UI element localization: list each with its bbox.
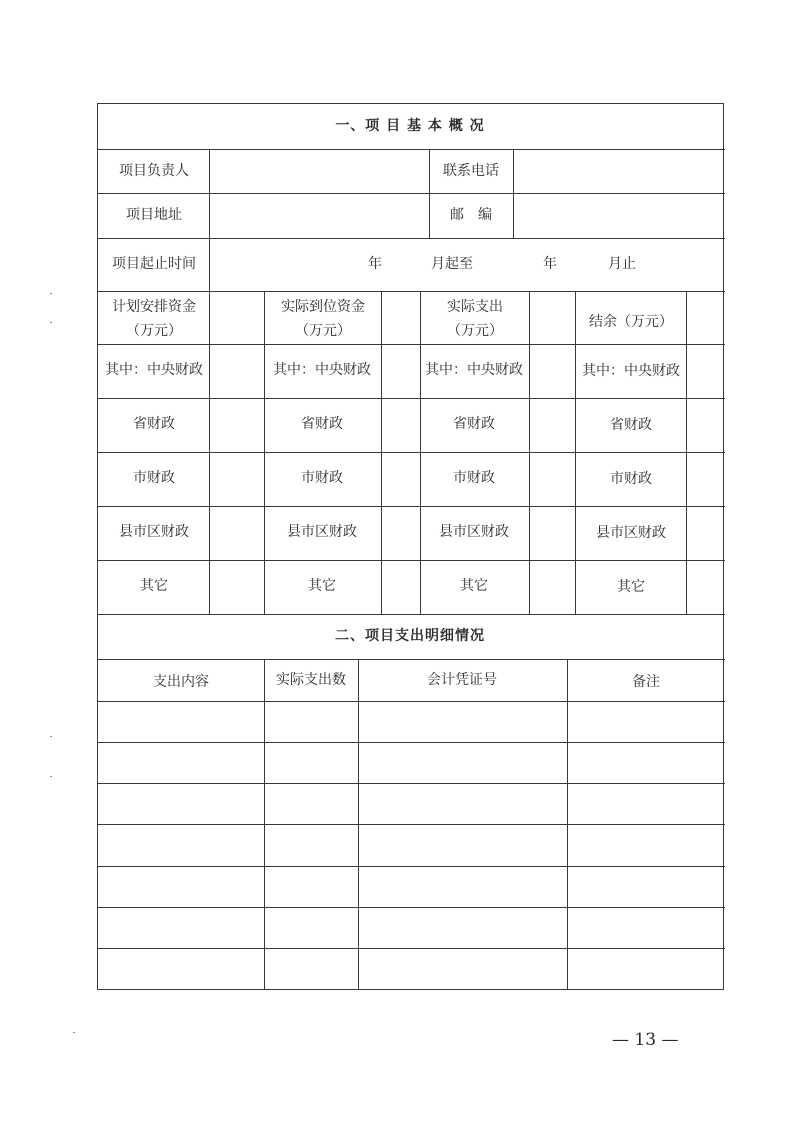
received-county-label: 县市区财政 <box>287 524 357 540</box>
voucher-number-header: 会计凭证号 <box>427 672 497 688</box>
period-label: 项目起止时间 <box>112 256 196 272</box>
col-divider <box>529 291 530 614</box>
col-divider <box>686 291 687 614</box>
address-label: 项目地址 <box>126 207 182 223</box>
row-divider <box>98 614 725 615</box>
row-divider <box>98 742 725 743</box>
postcode-field[interactable] <box>514 194 724 238</box>
balance-other-label: 其它 <box>617 579 645 595</box>
expense-content-header: 支出内容 <box>153 674 209 690</box>
balance-city-label: 市财政 <box>610 471 652 487</box>
scan-speck <box>73 1032 75 1033</box>
period-month-to: 月止 <box>608 256 636 272</box>
received-city-label: 市财政 <box>301 470 343 486</box>
row-divider <box>98 238 725 239</box>
project-leader-field[interactable] <box>210 150 429 193</box>
row-divider <box>98 907 725 908</box>
received-province-label: 省财政 <box>301 416 343 432</box>
row-divider <box>98 659 725 660</box>
row-divider <box>98 506 725 507</box>
postcode-label: 邮 编 <box>450 207 492 223</box>
balance-province-label: 省财政 <box>610 417 652 433</box>
period-year-start: 年 <box>368 256 382 272</box>
planned-central-label: 其中：中央财政 <box>105 362 203 378</box>
col-divider <box>567 659 568 990</box>
section2-title: 二、项目支出明细情况 <box>335 628 485 644</box>
scan-speck <box>50 776 52 777</box>
received-funds-header: 实际到位资金 <box>281 299 365 315</box>
col-divider <box>381 291 382 614</box>
actual-spend-header: 实际支出 <box>447 299 503 315</box>
received-other-label: 其它 <box>308 578 336 594</box>
row-divider <box>98 560 725 561</box>
period-month-from: 月起至 <box>431 256 473 272</box>
received-funds-unit: （万元） <box>295 323 351 339</box>
row-divider <box>98 783 725 784</box>
phone-field[interactable] <box>514 150 724 193</box>
remarks-header: 备注 <box>632 674 660 690</box>
col-divider <box>358 659 359 990</box>
received-central-label: 其中：中央财政 <box>273 362 371 378</box>
col-divider <box>429 149 430 238</box>
spend-province-label: 省财政 <box>453 416 495 432</box>
row-divider <box>98 344 725 345</box>
col-divider <box>575 291 576 614</box>
scan-speck <box>50 293 52 294</box>
col-divider <box>209 291 210 614</box>
col-divider <box>264 659 265 990</box>
row-divider <box>98 291 725 292</box>
planned-funds-unit: （万元） <box>126 323 182 339</box>
project-leader-label: 项目负责人 <box>119 163 189 179</box>
row-divider <box>98 452 725 453</box>
planned-city-label: 市财政 <box>133 470 175 486</box>
balance-county-label: 县市区财政 <box>596 525 666 541</box>
balance-central-label: 其中：中央财政 <box>582 363 680 379</box>
row-divider <box>98 398 725 399</box>
section1-title: 一、项 目 基 本 概 况 <box>335 118 485 134</box>
scan-speck <box>50 736 52 737</box>
spend-central-label: 其中：中央财政 <box>425 362 523 378</box>
row-divider <box>98 866 725 867</box>
page-number: — 13 — <box>612 1030 679 1050</box>
planned-other-label: 其它 <box>140 578 168 594</box>
address-field[interactable] <box>210 194 429 238</box>
planned-funds-header: 计划安排资金 <box>112 299 196 315</box>
spend-city-label: 市财政 <box>453 470 495 486</box>
period-year-end: 年 <box>543 256 557 272</box>
scan-speck <box>50 322 52 323</box>
col-divider <box>420 291 421 614</box>
row-divider <box>98 824 725 825</box>
phone-label: 联系电话 <box>443 163 499 179</box>
actual-amount-header: 实际支出数 <box>276 672 346 688</box>
actual-spend-unit: （万元） <box>447 323 503 339</box>
spend-other-label: 其它 <box>460 578 488 594</box>
row-divider <box>98 948 725 949</box>
project-funds-form <box>97 103 724 990</box>
spend-county-label: 县市区财政 <box>439 524 509 540</box>
planned-province-label: 省财政 <box>133 416 175 432</box>
col-divider <box>264 291 265 614</box>
planned-county-label: 县市区财政 <box>119 524 189 540</box>
balance-header: 结余（万元） <box>589 314 673 330</box>
row-divider <box>98 701 725 702</box>
